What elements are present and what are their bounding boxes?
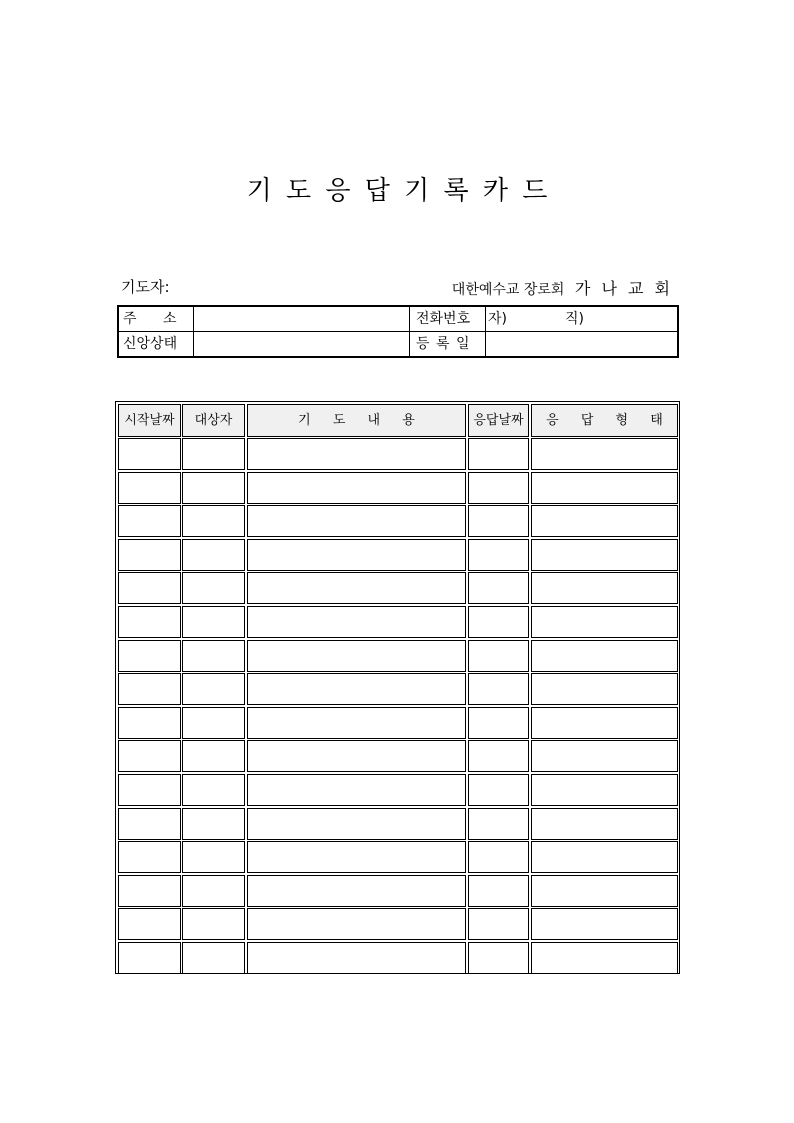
cell-prayer-content[interactable] [247,472,466,504]
cell-target[interactable] [182,808,245,840]
cell-start-date[interactable] [118,640,181,672]
cell-start-date[interactable] [118,438,181,470]
header-start-date: 시작날짜 [118,404,181,437]
cell-prayer-content[interactable] [247,438,466,470]
cell-answer-type[interactable] [531,673,678,705]
cell-answer-date[interactable] [468,808,529,840]
church-name: 가 나 교 회 [574,279,670,298]
faith-label: 신앙상태 [119,332,194,356]
cell-prayer-content[interactable] [247,908,466,940]
cell-target[interactable] [182,438,245,470]
phone-work-prefix: 직) [565,311,584,327]
cell-answer-date[interactable] [468,707,529,739]
cell-prayer-content[interactable] [247,875,466,907]
cell-prayer-content[interactable] [247,808,466,840]
register-field[interactable] [486,332,677,356]
cell-prayer-content[interactable] [247,942,466,974]
cell-answer-date[interactable] [468,740,529,772]
cell-answer-date[interactable] [468,505,529,537]
cell-target[interactable] [182,942,245,974]
cell-target[interactable] [182,774,245,806]
cell-target[interactable] [182,875,245,907]
cell-answer-date[interactable] [468,841,529,873]
cell-answer-date[interactable] [468,673,529,705]
cell-answer-date[interactable] [468,438,529,470]
cell-start-date[interactable] [118,774,181,806]
cell-target[interactable] [182,841,245,873]
cell-answer-date[interactable] [468,572,529,604]
cell-start-date[interactable] [118,942,181,974]
page-title: 기 도 응 답 기 록 카 드 [246,176,548,206]
cell-answer-type[interactable] [531,472,678,504]
cell-answer-type[interactable] [531,875,678,907]
info-row-faith [119,332,677,356]
cell-answer-type[interactable] [531,640,678,672]
info-row-address [119,307,677,332]
cell-target[interactable] [182,539,245,571]
cell-start-date[interactable] [118,740,181,772]
cell-answer-type[interactable] [531,539,678,571]
cell-prayer-content[interactable] [247,505,466,537]
cell-start-date[interactable] [118,875,181,907]
cell-target[interactable] [182,908,245,940]
cell-prayer-content[interactable] [247,707,466,739]
address-label: 주 소 [119,307,194,331]
prayer-record-table [115,401,680,974]
header-prayer-content: 기 도 내 용 [247,404,466,437]
cell-answer-type[interactable] [531,438,678,470]
cell-prayer-content[interactable] [247,572,466,604]
cell-answer-date[interactable] [468,908,529,940]
cell-answer-date[interactable] [468,606,529,638]
cell-prayer-content[interactable] [247,640,466,672]
cell-prayer-content[interactable] [247,740,466,772]
cell-prayer-content[interactable] [247,774,466,806]
cell-start-date[interactable] [118,808,181,840]
cell-prayer-content[interactable] [247,606,466,638]
cell-target[interactable] [182,707,245,739]
cell-target[interactable] [182,740,245,772]
cell-answer-date[interactable] [468,942,529,974]
phone-home-prefix: 자) [488,311,507,327]
cell-start-date[interactable] [118,472,181,504]
cell-target[interactable] [182,472,245,504]
cell-answer-type[interactable] [531,740,678,772]
cell-answer-type[interactable] [531,707,678,739]
cell-answer-type[interactable] [531,908,678,940]
address-field[interactable] [194,307,410,331]
cell-prayer-content[interactable] [247,841,466,873]
phone-label: 전화번호 [410,307,486,331]
header-answer-type: 응 답 형 태 [531,404,678,437]
cell-answer-type[interactable] [531,841,678,873]
cell-target[interactable] [182,505,245,537]
cell-answer-type[interactable] [531,505,678,537]
cell-start-date[interactable] [118,606,181,638]
cell-prayer-content[interactable] [247,673,466,705]
phone-field[interactable] [486,307,677,331]
cell-answer-date[interactable] [468,472,529,504]
cell-start-date[interactable] [118,908,181,940]
cell-answer-type[interactable] [531,808,678,840]
cell-prayer-content[interactable] [247,539,466,571]
faith-field[interactable] [194,332,410,356]
cell-answer-type[interactable] [531,572,678,604]
cell-answer-date[interactable] [468,539,529,571]
cell-answer-type[interactable] [531,774,678,806]
cell-start-date[interactable] [118,707,181,739]
cell-start-date[interactable] [118,673,181,705]
header-answer-date: 응답날짜 [468,404,529,437]
cell-target[interactable] [182,673,245,705]
cell-start-date[interactable] [118,505,181,537]
prayer-label: 기도자: [121,278,170,296]
cell-start-date[interactable] [118,539,181,571]
register-label: 등 록 일 [410,332,486,356]
cell-answer-date[interactable] [468,640,529,672]
cell-target[interactable] [182,606,245,638]
header-target: 대상자 [182,404,245,437]
cell-target[interactable] [182,640,245,672]
cell-start-date[interactable] [118,572,181,604]
cell-target[interactable] [182,572,245,604]
cell-answer-date[interactable] [468,875,529,907]
cell-answer-date[interactable] [468,774,529,806]
cell-start-date[interactable] [118,841,181,873]
church-line [452,276,670,299]
cell-answer-type[interactable] [531,606,678,638]
info-table [117,305,679,358]
denomination: 대한예수교 장로회 [451,282,565,298]
cell-answer-type[interactable] [531,942,678,974]
